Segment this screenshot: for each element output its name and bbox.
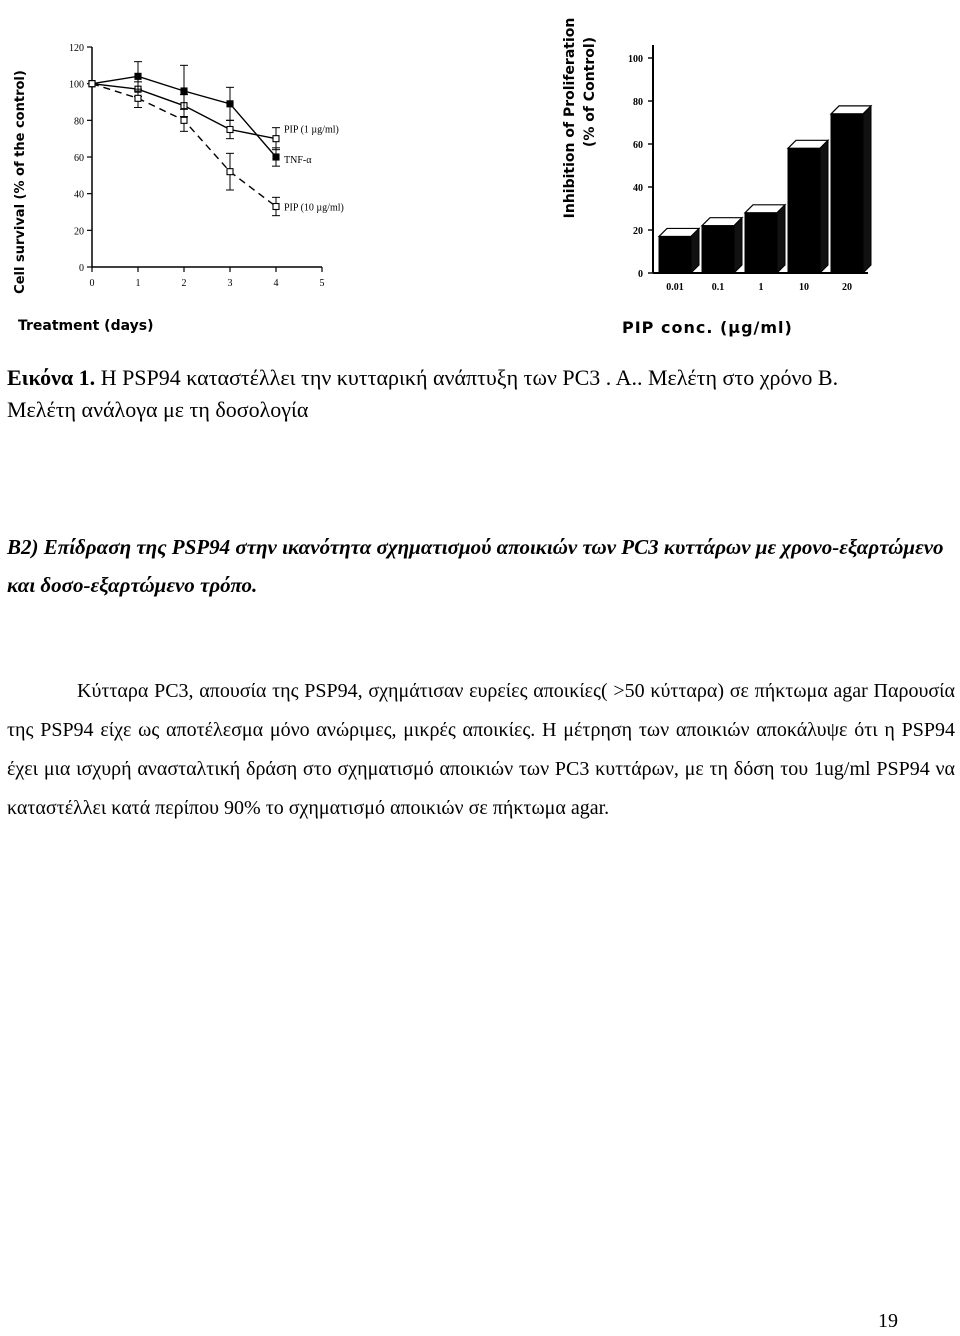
panel-a-point	[273, 204, 279, 210]
caption-label: Εικόνα 1.	[7, 365, 96, 390]
panel-b-bar-side	[863, 106, 871, 273]
section-heading: B2) Επίδραση της PSP94 στην ικανότητα σχηματισμού αποικιών των PC3 κυττάρων με χρονο-εξαρτώμενο και δοσο-εξαρτώμενο τρόπο.	[7, 535, 944, 597]
panel-a-ytick-label: 80	[74, 116, 84, 128]
panel-a-ylabel: Cell survival (% of the control)	[13, 70, 28, 294]
panel-a-point	[181, 117, 187, 123]
panel-a-xtick-label: 5	[319, 278, 325, 289]
panel-a-plot	[89, 62, 344, 216]
panel-b-xlabel: PIP conc. (µg/ml)	[622, 318, 793, 337]
panel-b-bar-side	[691, 228, 699, 273]
panel-a-series-label: TNF-α	[284, 155, 312, 166]
panel-a-point	[135, 73, 141, 79]
panel-b-bar	[788, 148, 820, 273]
panel-b-category-label: 20	[842, 282, 852, 293]
panel-a-point	[227, 169, 233, 175]
panel-b-ytick-label: 80	[633, 97, 643, 108]
caption-text: Η PSP94 καταστέλλει την κυτταρική ανάπτυξη των PC3 . A.. Μελέτη στο χρόνο B. Μελέτη ανάλογα με τη δοσολογία	[7, 365, 839, 422]
panel-a-point	[181, 88, 187, 94]
panel-b-bar-side	[820, 140, 828, 273]
panel-b-ytick-label: 20	[633, 226, 643, 237]
panel-a-ytick-label: 100	[69, 79, 84, 91]
panel-b-ylabel-line2: (% of Control)	[582, 36, 598, 148]
panel-b-category-label: 1	[758, 282, 764, 293]
figure-caption	[7, 362, 907, 426]
panel-b-ytick-label: 60	[633, 140, 643, 151]
panel-b-bar	[702, 226, 734, 273]
panel-a-series-label: PIP (1 µg/ml)	[284, 124, 339, 136]
panel-a-axes	[69, 43, 325, 289]
panel-b-bar-side	[734, 218, 742, 273]
page-number: 19	[878, 1310, 898, 1332]
panel-a-xtick-label: 4	[273, 278, 279, 289]
panel-a-xtick-label: 3	[227, 278, 233, 289]
figure-panel-b	[550, 0, 880, 345]
panel-b-category-label: 10	[799, 282, 809, 293]
figure-panel-a	[0, 30, 380, 340]
paragraph-text: Κύτταρα PC3, απουσία της PSP94, σχημάτισαν ευρείες αποικίες( >50 κύτταρα) σε πήκτωμα agar Παρουσία της PSP94 είχε ως αποτέλεσμα μόνο ανώριμες, μικρές αποικίες. Η μέτρηση των αποικιών αποκάλυψε ότι η PSP94 έχει μια ισχυρή ανασταλτική δράση στο σχηματισμό αποικιών των PC3 κυττάρων, με τη δόση του 1ug/ml PSP94 να καταστέλλει κατά περίπου 90% το σχηματισμό αποικιών σε πήκτωμα agar.	[7, 680, 955, 819]
panel-a-xlabel: Treatment (days)	[18, 318, 154, 334]
panel-b-bar	[745, 213, 777, 273]
body-paragraph	[7, 672, 955, 828]
panel-b-bar-side	[777, 205, 785, 273]
panel-a-ytick-label: 60	[74, 153, 84, 164]
panel-a-series-label: PIP (10 µg/ml)	[284, 202, 344, 214]
panel-b-ytick-label: 0	[638, 269, 643, 280]
panel-b-bar	[659, 236, 691, 273]
panel-a-ytick-label: 20	[74, 226, 84, 238]
panel-a-point	[273, 136, 279, 142]
panel-b-plot	[659, 106, 871, 293]
panel-b-category-label: 0.1	[711, 282, 725, 293]
panel-b-ylabel-line1: Inhibition of Proliferation	[562, 17, 578, 219]
panel-a-xtick-label: 0	[89, 278, 95, 289]
panel-b-ytick-label: 100	[628, 54, 643, 65]
panel-b-category-label: 0.01	[666, 282, 684, 293]
panel-a-xtick-label: 1	[135, 278, 141, 289]
panel-a-xtick-label: 2	[181, 278, 187, 289]
panel-a-point	[227, 101, 233, 107]
panel-a-point	[89, 81, 95, 87]
panel-a-ytick-label: 0	[79, 263, 84, 274]
panel-a-ytick-label: 120	[69, 43, 84, 54]
panel-b-bar	[831, 114, 863, 273]
panel-b-ytick-label: 40	[633, 183, 643, 194]
panel-a-point	[227, 127, 233, 133]
panel-a-point	[273, 154, 279, 160]
panel-a-ytick-label: 40	[74, 189, 84, 201]
panel-a-point	[135, 95, 141, 101]
